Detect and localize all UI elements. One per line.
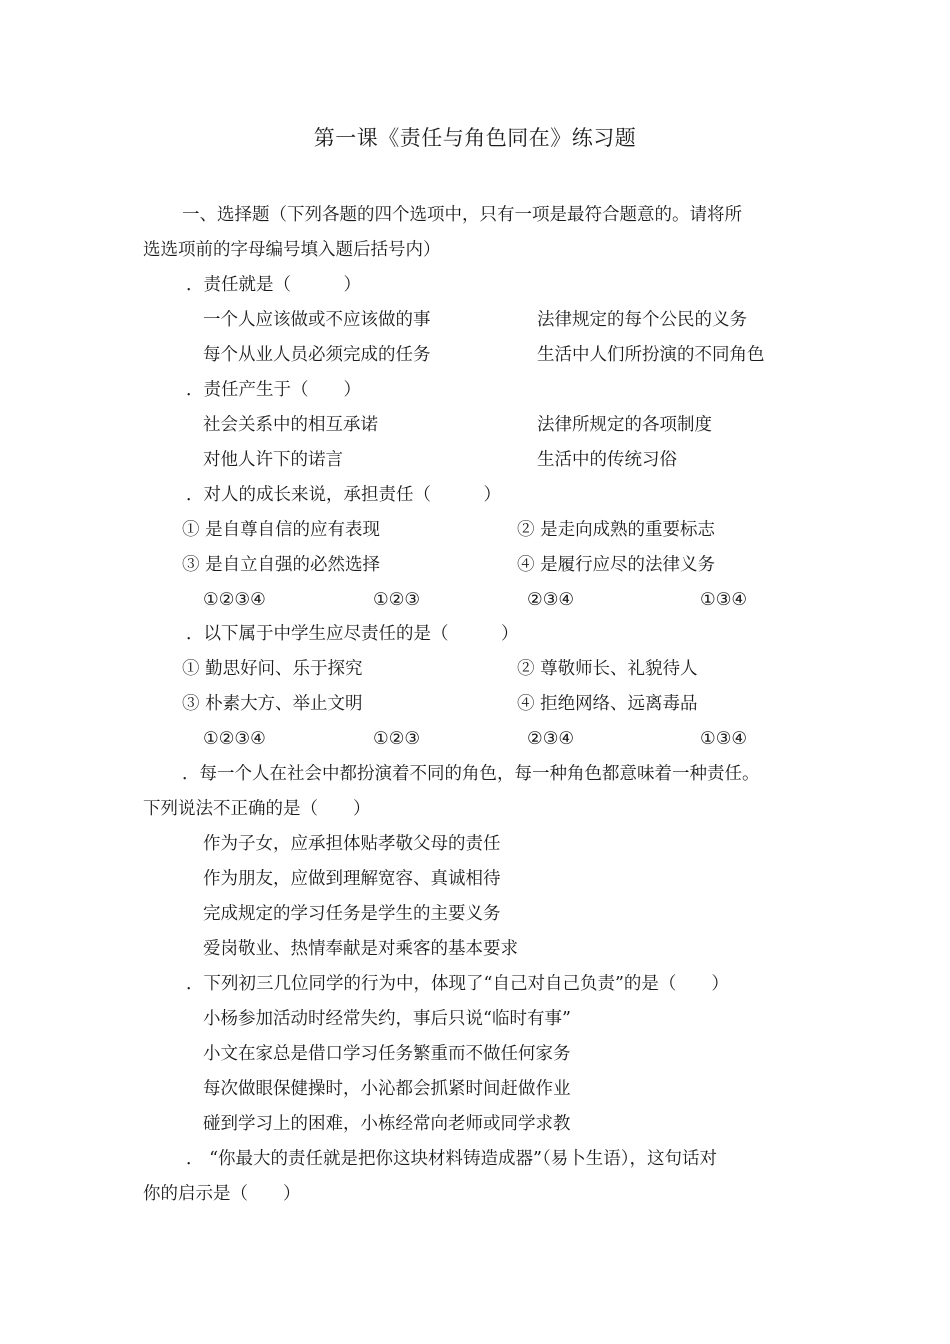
question-3-choice-c: ②③④ xyxy=(527,590,575,610)
section-heading-cont: 选选项前的字母编号填入题后括号内） xyxy=(143,240,441,260)
question-5-option-d: 爱岗敬业、热情奉献是对乘客的基本要求 xyxy=(203,939,518,959)
question-3-choice-a: ①②③④ xyxy=(203,590,266,610)
question-4-item-2: ② 尊敬师长、礼貌待人 xyxy=(517,659,698,679)
question-3-item-3: ③ 是自立自强的必然选择 xyxy=(182,555,381,575)
question-3-stem: ．对人的成长来说，承担责任（ ） xyxy=(186,485,501,505)
question-5-option-b: 作为朋友，应做到理解宽容、真诚相待 xyxy=(203,869,501,889)
question-2-option-b: 法律所规定的各项制度 xyxy=(537,415,712,435)
question-3-choice-b: ①②③ xyxy=(373,590,421,610)
question-1-option-b: 法律规定的每个公民的义务 xyxy=(537,310,747,330)
question-6-option-c: 每次做眼保健操时，小沁都会抓紧时间赶做作业 xyxy=(203,1079,571,1099)
question-4-choice-b: ①②③ xyxy=(373,729,421,749)
question-1-option-a: 一个人应该做或不应该做的事 xyxy=(203,310,431,330)
question-2-stem: ．责任产生于（ ） xyxy=(186,380,361,400)
question-4-choice-a: ①②③④ xyxy=(203,729,266,749)
section-heading: 一、选择题（下列各题的四个选项中，只有一项是最符合题意的。请将所 xyxy=(182,205,742,225)
question-1-option-c: 每个从业人员必须完成的任务 xyxy=(203,345,431,365)
question-3-item-4: ④ 是履行应尽的法律义务 xyxy=(517,555,716,575)
question-2-option-c: 对他人许下的诺言 xyxy=(203,450,343,470)
question-7-stem: ． “你最大的责任就是把你这块材料铸造成器”（易卜生语），这句话对 xyxy=(186,1149,717,1169)
question-3-choice-d: ①③④ xyxy=(700,590,748,610)
question-6-option-a: 小杨参加活动时经常失约，事后只说“临时有事” xyxy=(203,1009,571,1029)
question-4-item-3: ③ 朴素大方、举止文明 xyxy=(182,694,363,714)
question-4-item-1: ① 勤思好问、乐于探究 xyxy=(182,659,363,679)
question-5-stem-cont: 下列说法不正确的是（ ） xyxy=(143,799,371,819)
question-5-option-c: 完成规定的学习任务是学生的主要义务 xyxy=(203,904,501,924)
question-4-item-4: ④ 拒绝网络、远离毒品 xyxy=(517,694,698,714)
question-6-stem: ．下列初三几位同学的行为中，体现了“自己对自己负责”的是（ ） xyxy=(186,974,729,994)
question-4-stem: ．以下属于中学生应尽责任的是（ ） xyxy=(186,624,519,644)
question-7-stem-cont: 你的启示是（ ） xyxy=(143,1184,301,1204)
question-6-option-b: 小文在家总是借口学习任务繁重而不做任何家务 xyxy=(203,1044,571,1064)
page-title: 第一课《责任与角色同在》练习题 xyxy=(313,126,637,150)
question-1-stem: ．责任就是（ ） xyxy=(186,275,361,295)
question-4-choice-d: ①③④ xyxy=(700,729,748,749)
question-2-option-a: 社会关系中的相互承诺 xyxy=(203,415,378,435)
question-4-choice-c: ②③④ xyxy=(527,729,575,749)
question-5-stem: ．每一个人在社会中都扮演着不同的角色，每一种角色都意味着一种责任。 xyxy=(182,764,760,784)
question-5-option-a: 作为子女，应承担体贴孝敬父母的责任 xyxy=(203,834,501,854)
question-1-option-d: 生活中人们所扮演的不同角色 xyxy=(537,345,765,365)
question-6-option-d: 碰到学习上的困难，小栋经常向老师或同学求教 xyxy=(203,1114,571,1134)
question-3-item-1: ① 是自尊自信的应有表现 xyxy=(182,520,381,540)
question-2-option-d: 生活中的传统习俗 xyxy=(537,450,677,470)
question-3-item-2: ② 是走向成熟的重要标志 xyxy=(517,520,716,540)
